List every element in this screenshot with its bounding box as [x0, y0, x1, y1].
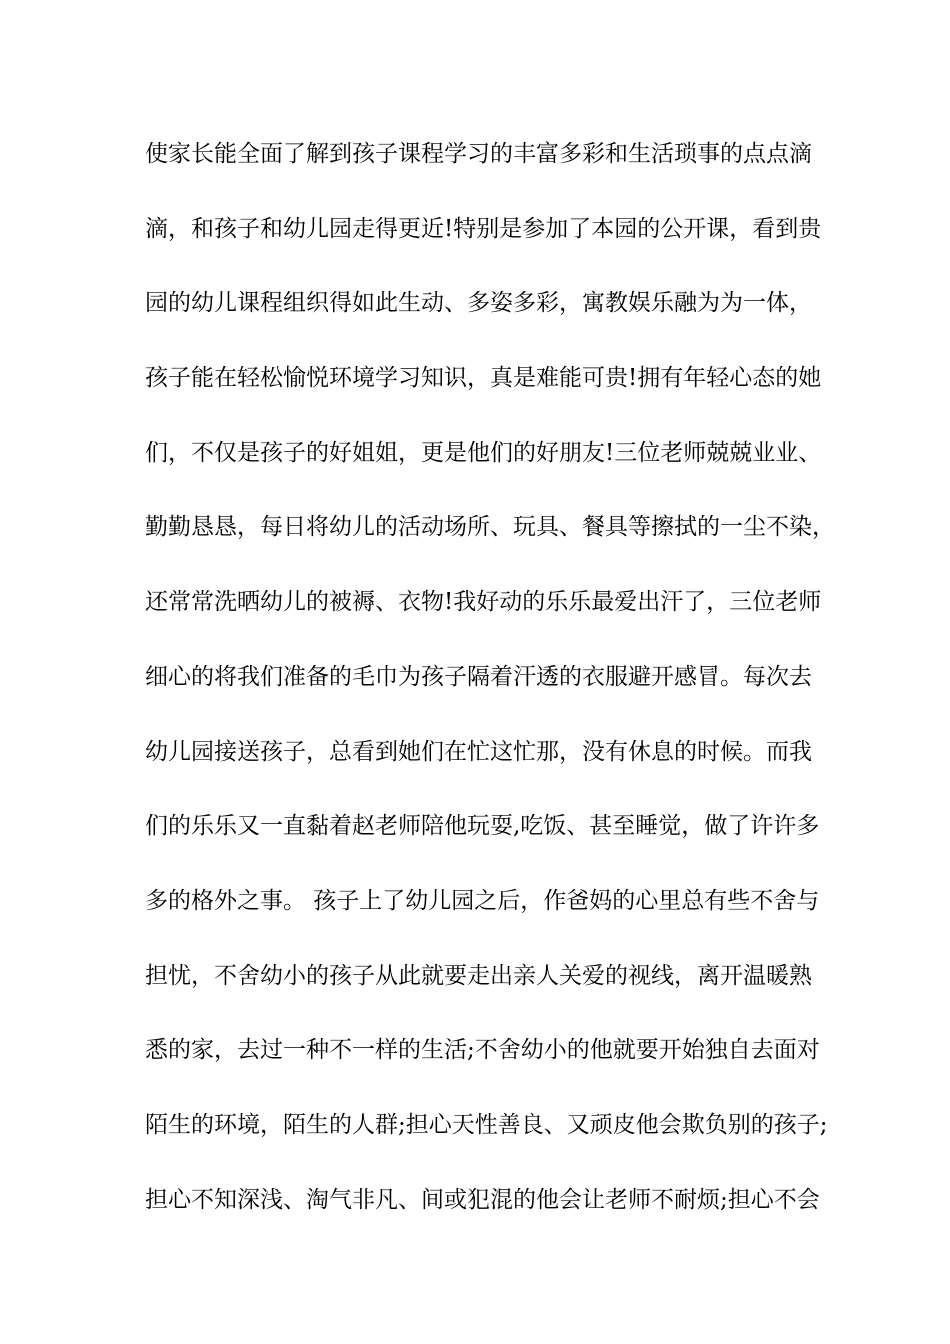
text-line-4: 孩子能在轻松愉悦环境学习知识，真是难能可贵!拥有年轻心态的她 — [145, 365, 822, 392]
text-line-11: 多的格外之事。 孩子上了幼儿园之后，作爸妈的心里总有些不舍与 — [145, 887, 820, 914]
text-line-12: 担忧，不舍幼小的孩子从此就要走出亲人关爱的视线，离开温暖熟 — [145, 962, 812, 989]
text-line-15: 担心不知深浅、淘气非凡、间或犯混的他会让老师不耐烦;担心不会 — [145, 1186, 820, 1213]
text-line-5: 们，不仅是孩子的好姐姐，更是他们的好朋友!三位老师兢兢业业、 — [145, 439, 822, 466]
text-line-10: 们的乐乐又一直黏着赵老师陪他玩耍,吃饭、甚至睡觉，做了许许多 — [145, 813, 820, 840]
text-line-2: 滴，和孩子和幼儿园走得更近!特别是参加了本园的公开课，看到贵 — [145, 215, 822, 242]
text-line-13: 悉的家，去过一种不一样的生活;不舍幼小的他就要开始独自去面对 — [145, 1037, 820, 1064]
text-line-9: 幼儿园接送孩子，总看到她们在忙这忙那，没有休息的时候。而我 — [145, 738, 812, 765]
text-line-3: 园的幼儿课程组织得如此生动、多姿多彩，寓教娱乐融为为一体， — [145, 290, 812, 317]
text-line-7: 还常常洗晒幼儿的被褥、衣物!我好动的乐乐最爱出汗了，三位老师 — [145, 589, 822, 616]
text-line-1: 使家长能全面了解到孩子课程学习的丰富多彩和生活琐事的点点滴 — [145, 141, 812, 167]
body-text — [145, 130, 835, 1250]
text-line-14: 陌生的环境，陌生的人群;担心天性善良、又顽皮他会欺负别的孩子; — [145, 1111, 828, 1138]
text-line-6: 勤勤恳恳，每日将幼儿的活动场所、玩具、餐具等擦拭的一尘不染， — [145, 514, 835, 541]
text-line-8: 细心的将我们准备的毛巾为孩子隔着汗透的衣服避开感冒。每次去 — [145, 663, 812, 690]
